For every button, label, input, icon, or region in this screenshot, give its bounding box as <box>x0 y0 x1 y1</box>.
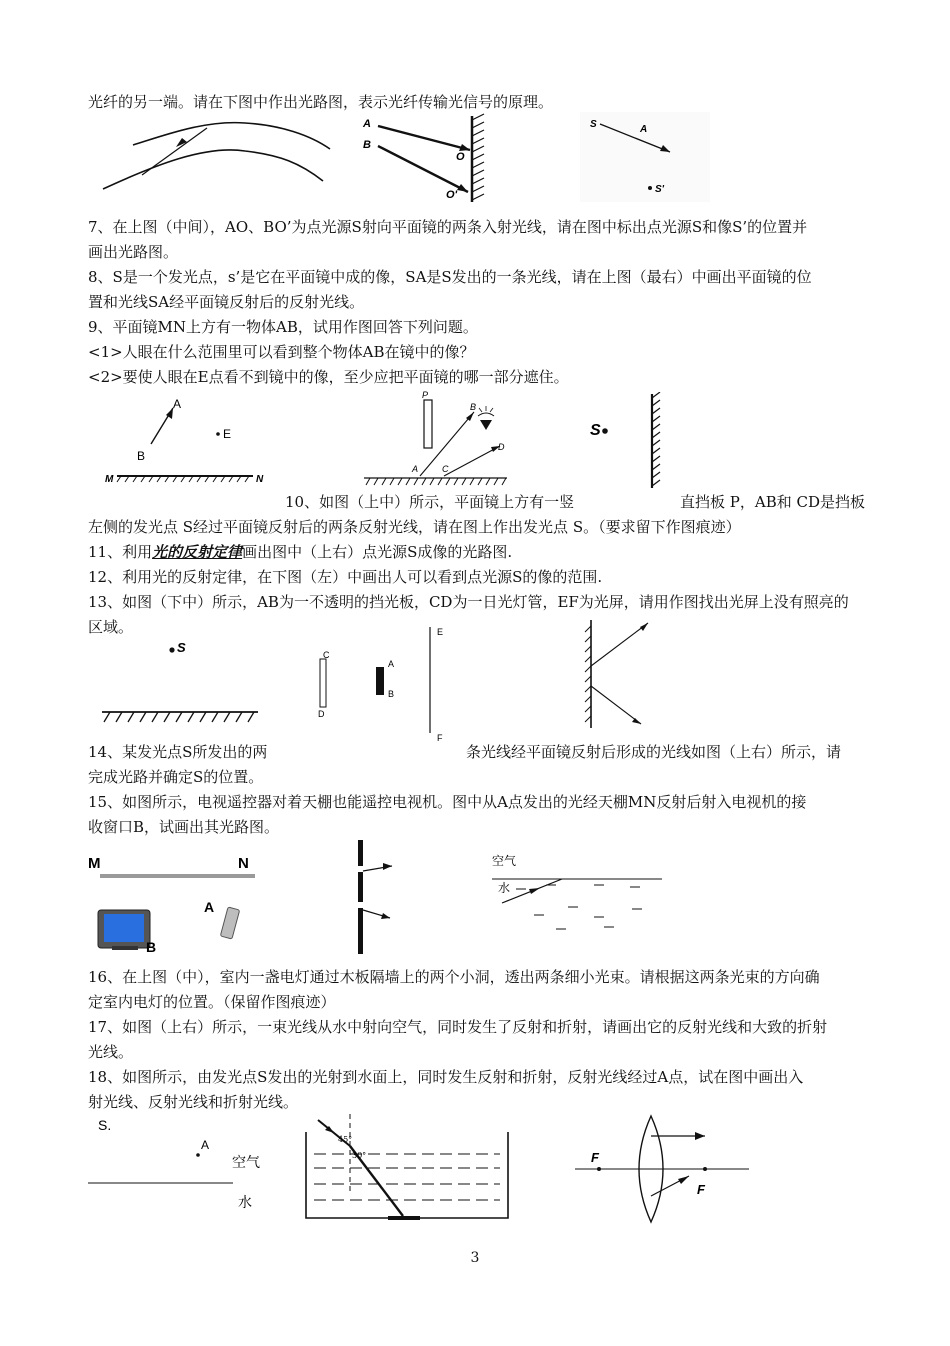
vertical-mirror-hatch <box>652 392 660 486</box>
question-16-line2: 定室内电灯的位置。（保留作图痕迹） <box>88 993 336 1011</box>
reflected-ray-lower <box>591 686 641 724</box>
question-13-line1: 13、如图（下中）所示，AB为一不透明的挡光板，CD为一日光灯管，EF为光屏，请用作图找出光屏上没有照亮的 <box>88 593 849 611</box>
label-C: C <box>323 650 330 660</box>
question-14-line2: 完成光路并确定S的位置。 <box>88 768 264 786</box>
angle-45-label: 45° <box>338 1135 353 1144</box>
incident-ray-arrow <box>529 888 540 894</box>
label-D: D <box>498 442 505 452</box>
mirror-MN-object-figure <box>103 392 273 492</box>
label-B: B <box>363 139 371 151</box>
question-18-line1: 18、如图所示，由发光点S发出的光射到水面上，同时发生反射和折射，反射光线经过A点，试在图中画出入 <box>88 1068 804 1086</box>
label-B: B <box>146 939 157 955</box>
convex-lens-figure <box>573 1112 753 1227</box>
label-E: E <box>437 627 444 637</box>
label-N: N <box>256 474 264 485</box>
label-A: A <box>173 397 182 411</box>
label-O-prime: O' <box>446 189 458 201</box>
point-source <box>169 647 174 652</box>
label-D: D <box>318 709 325 719</box>
water-lines <box>314 1154 500 1200</box>
optical-fiber-figure <box>95 115 340 195</box>
label-S: S <box>590 422 601 439</box>
question-15-line2: 收窗口B，试画出其光路图。 <box>88 818 280 836</box>
wall-segment-top <box>358 840 363 866</box>
label-B: B <box>388 689 395 699</box>
board-AB <box>376 667 384 695</box>
angle-30-label: 30° <box>352 1151 367 1160</box>
beam-lower-arrow <box>381 913 390 919</box>
question-10-line2: 左侧的发光点 S经过平面镜反射后的两条反射光线，请在图上作出发光点 S。（要求留下作图痕迹） <box>88 518 741 536</box>
label-F-right: F <box>697 1182 705 1197</box>
label-M: M <box>105 474 114 485</box>
label-S-dot: S. <box>98 1117 112 1133</box>
question-12: 12、利用光的反射定律，在下图（左）中画出人可以看到点光源S的像的范围. <box>88 568 603 586</box>
ray-BO2 <box>378 146 468 192</box>
ray-AO <box>378 126 470 150</box>
label-A: A <box>388 659 395 669</box>
q11-prefix: 11、利用 <box>88 543 153 561</box>
label-water: 水 <box>498 881 511 895</box>
source-water-surface-figure <box>88 1112 268 1212</box>
q11-suffix: 画出图中（上右）点光源S成像的光路图. <box>242 543 513 561</box>
question-18-line2: 射光线、反射光线和折射光线。 <box>88 1093 299 1111</box>
question-7-line2: 画出光路图。 <box>88 243 179 261</box>
question-16-line1: 16、在上图（中），室内一盏电灯通过木板隔墙上的两个小洞，透出两条细小光束。请根据这两条光束的方向确 <box>88 968 820 986</box>
reflection-law-link[interactable]: 光的反射定律 <box>152 543 243 561</box>
question-7-line1: 7、在上图（中间），AO、BO’为点光源S射向平面镜的两条入射光线，请在图中标出点光源S和像S’的位置并 <box>88 218 808 236</box>
baffle-P <box>424 400 432 448</box>
label-water: 水 <box>238 1195 252 1211</box>
focus-right <box>703 1167 707 1171</box>
text-line: 光纤的另一端。请在下图中作出光路图，表示光纤传输光信号的原理。 <box>88 93 554 111</box>
label-A: A <box>640 124 648 135</box>
ground-mirror-hatch <box>104 712 254 722</box>
mirror-bottom-hatch <box>366 478 506 485</box>
fiber-ray-arrow <box>176 138 187 147</box>
eye-point-E <box>216 432 220 436</box>
label-M: M <box>88 855 101 872</box>
label-A: A <box>363 118 371 130</box>
label-S: S <box>177 640 186 655</box>
reflected-ray-upper <box>591 623 648 666</box>
label-S: S <box>590 119 597 130</box>
focus-left <box>597 1167 601 1171</box>
question-8-line1: 8、S是一个发光点，s’是它在平面镜中成的像，SA是S发出的一条光线，请在上图（最右）中画出平面镜的位 <box>88 268 812 286</box>
ceiling-MN <box>100 874 255 878</box>
question-9-part2: <2>要使人眼在E点看不到镜中的像，至少应把平面镜的哪一部分遮住。 <box>88 368 569 386</box>
label-air: 空气 <box>492 854 517 868</box>
page-number: 3 <box>470 1250 480 1266</box>
question-17-line2: 光线。 <box>88 1043 134 1061</box>
mirror-rays-figure <box>360 112 495 204</box>
label-O: O <box>456 151 465 163</box>
label-P: P <box>422 390 429 400</box>
label-F: F <box>437 733 443 743</box>
label-E: E <box>223 427 232 441</box>
point-source-mirror-figure <box>588 392 668 490</box>
question-9: 9、平面镜MN上方有一物体AB，试用作图回答下列问题。 <box>88 318 478 336</box>
lamp-CD <box>320 659 326 707</box>
label-C: C <box>442 464 449 474</box>
beam-upper-arrow <box>383 863 392 870</box>
tv-icon <box>98 910 150 950</box>
question-15-line1: 15、如图所示，电视遥控器对着天棚也能遥控电视机。图中从A点发出的光经天棚MN反射后射入电视机的接 <box>88 793 807 811</box>
question-9-part1: <1>人眼在什么范围里可以看到整个物体AB在镜中的像？ <box>88 343 475 361</box>
question-10-line1-left: 10、如图（上中）所示，平面镜上方有一竖 <box>285 493 575 511</box>
eye-icon <box>478 406 494 430</box>
wall-segment-bottom <box>358 908 363 954</box>
tank-bottom-mark <box>388 1216 420 1220</box>
baffle-reflection-figure <box>362 390 522 490</box>
label-A: A <box>412 464 419 474</box>
question-10-line1-right: 直挡板 P，AB和 CD是挡板 <box>680 493 865 511</box>
question-13-line2: 区域。 <box>88 618 134 636</box>
ray-focus-arrow <box>678 1176 689 1184</box>
question-14-line1-left: 14、某发光点S所发出的两 <box>88 743 268 761</box>
reflected-ray-upper-arrow <box>640 623 648 631</box>
source-above-mirror-figure <box>100 635 265 725</box>
question-11 <box>88 540 878 565</box>
source-image-figure <box>580 112 710 202</box>
water-tank-figure <box>300 1112 515 1224</box>
ray-parallel-arrow <box>695 1132 705 1140</box>
fiber-lower-edge <box>103 150 323 189</box>
question-8-line2: 置和光线SA经平面镜反射后的反射光线。 <box>88 293 365 311</box>
fiber-incident-ray <box>142 128 207 175</box>
question-17-line1: 17、如图（上右）所示，一束光线从水中射向空气，同时发生了反射和折射，请画出它的反射光线和大致的折射 <box>88 1018 828 1036</box>
ray-BO2-arrow <box>457 184 468 192</box>
remote-control-icon <box>220 907 239 939</box>
vertical-mirror-hatch <box>585 626 591 722</box>
label-A: A <box>204 899 215 915</box>
label-A: A <box>201 1138 210 1152</box>
image-point <box>648 186 652 190</box>
wall-segment-middle <box>358 872 363 902</box>
label-B: B <box>137 449 146 463</box>
ray-CD <box>444 446 500 476</box>
water-to-air-figure <box>482 845 667 935</box>
wall-light-beams-figure <box>340 838 410 956</box>
fiber-upper-edge <box>133 123 330 149</box>
question-14-line1-right: 条光线经平面镜反射后形成的光线如图（上右）所示，请 <box>466 743 842 761</box>
point-source <box>602 428 608 434</box>
reflected-ray-lower-arrow <box>632 718 641 724</box>
lamp-board-screen-figure <box>315 625 455 743</box>
point-A <box>196 1153 200 1157</box>
label-S-prime: S' <box>655 184 665 195</box>
ray-AO-arrow <box>459 144 470 151</box>
label-B: B <box>470 402 477 412</box>
remote-control-figure <box>88 852 268 957</box>
reflected-rays-figure <box>583 618 663 730</box>
label-air: 空气 <box>232 1155 260 1171</box>
water-ripples <box>516 885 642 929</box>
label-F-left: F <box>591 1150 599 1165</box>
tank-walls <box>306 1132 508 1218</box>
mirror-hatch <box>472 114 484 200</box>
label-N: N <box>238 855 249 872</box>
